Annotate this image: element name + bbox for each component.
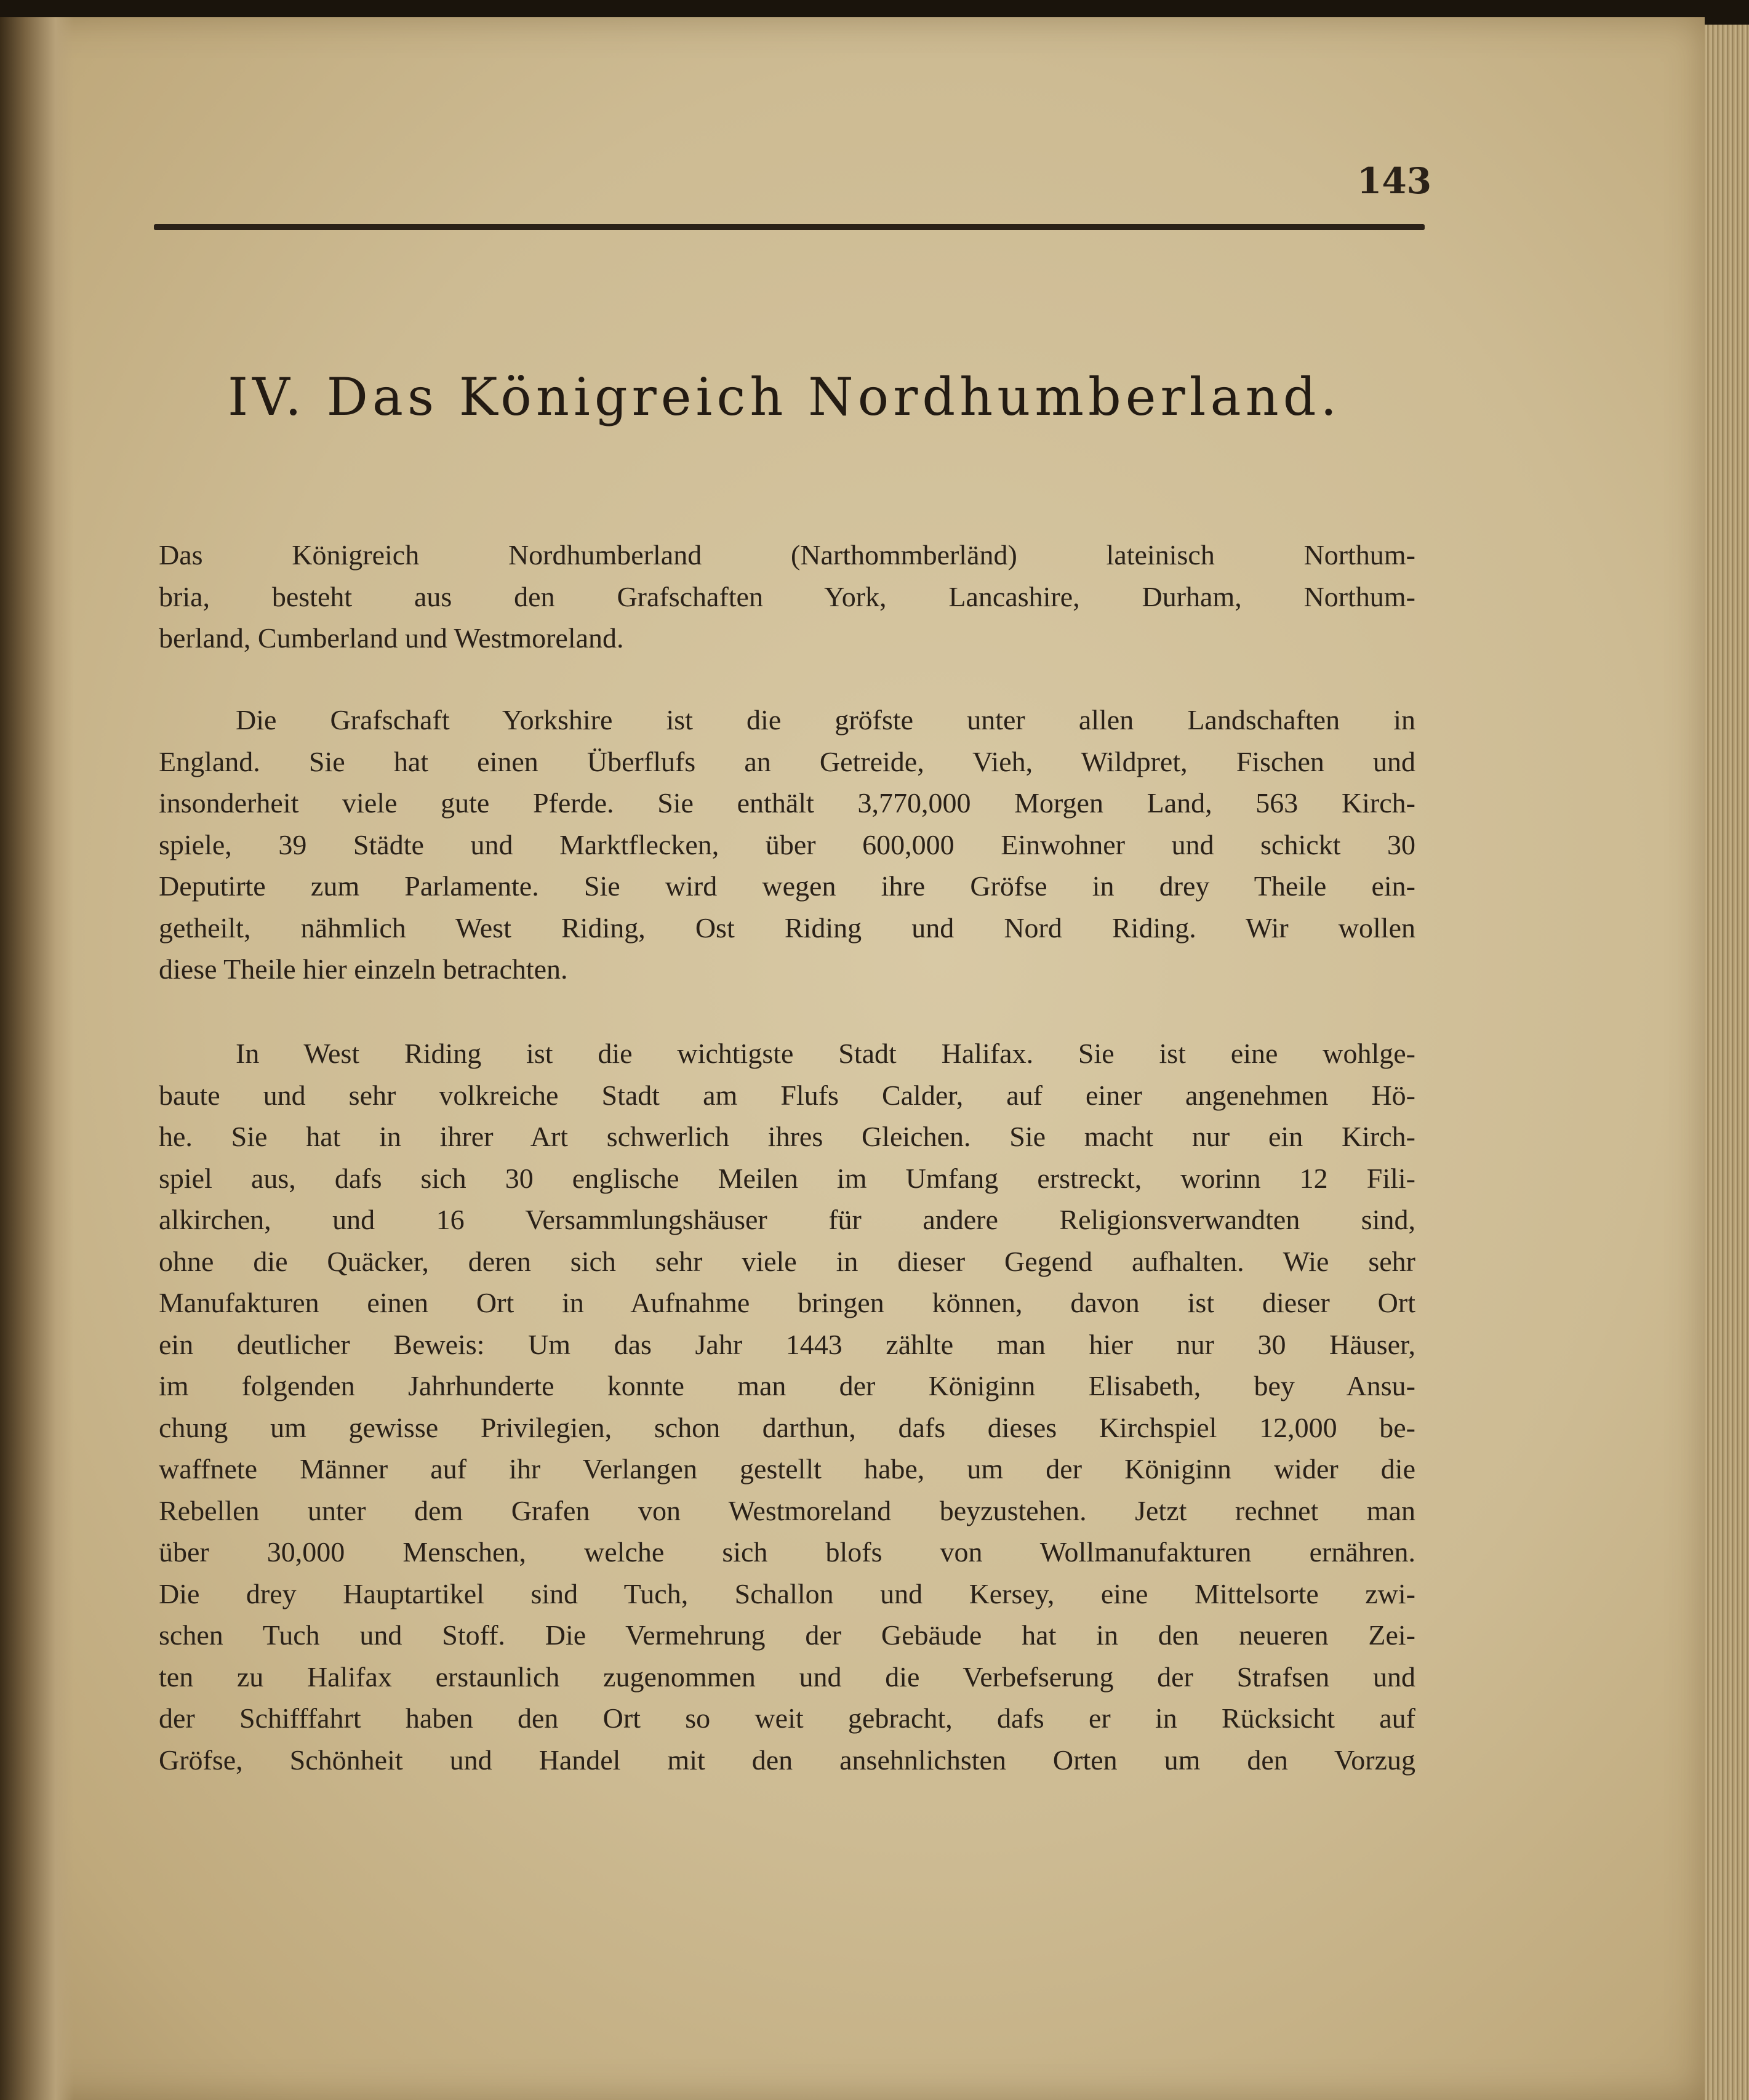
book-page	[0, 17, 1705, 2100]
text-line: ten zu Halifax erstaunlich zugenommen und die Verbefserung der Strafsen und	[159, 1661, 1415, 1693]
text-line: In West Riding ist die wichtigste Stadt Halifax. Sie ist eine wohlge-	[236, 1038, 1415, 1069]
text-line: der Schifffahrt haben den Ort so weit gebracht, dafs er in Rücksicht auf	[159, 1702, 1415, 1734]
text-line: he. Sie hat in ihrer Art schwerlich ihres Gleichen. Sie macht nur ein Kirch-	[159, 1121, 1415, 1152]
paragraph-3	[159, 1033, 1415, 1781]
text-line: diese Theile hier einzeln betrachten.	[159, 953, 568, 985]
text-line: spiele, 39 Städte und Marktflecken, über 600,000 Einwohner und schickt 30	[159, 828, 1415, 860]
text-line: Die Grafschaft Yorkshire ist die gröfste unter allen Landschaften in	[236, 704, 1415, 735]
text-line: berland, Cumberland und Westmoreland.	[159, 622, 624, 654]
page-gutter-shadow	[0, 17, 74, 2100]
page-number: 143	[1357, 160, 1432, 202]
text-line: waffnete Männer auf ihr Verlangen gestellt habe, um der Königinn wider die	[159, 1453, 1415, 1485]
header-rule	[154, 224, 1425, 230]
text-line: England. Sie hat einen Überflufs an Getreide, Vieh, Wildpret, Fischen und	[159, 745, 1415, 777]
paragraph-2	[159, 699, 1415, 990]
text-line: spiel aus, dafs sich 30 englische Meilen im Umfang erstreckt, worinn 12 Fili-	[159, 1162, 1415, 1194]
text-line: getheilt, nähmlich West Riding, Ost Riding und Nord Riding. Wir wollen	[159, 912, 1415, 944]
text-line: bria, besteht aus den Grafschaften York, Lancashire, Durham, Northum-	[159, 580, 1415, 612]
text-line: Manufakturen einen Ort in Aufnahme bringen können, davon ist dieser Ort	[159, 1287, 1415, 1318]
text-line: insonderheit viele gute Pferde. Sie enthält 3,770,000 Morgen Land, 563 Kirch-	[159, 787, 1415, 819]
text-line: ein deutlicher Beweis: Um das Jahr 1443 zählte man hier nur 30 Häuser,	[159, 1328, 1415, 1360]
text-line: ohne die Quäcker, deren sich sehr viele in dieser Gegend aufhalten. Wie sehr	[159, 1245, 1415, 1277]
text-line: Rebellen unter dem Grafen von Westmoreland beyzustehen. Jetzt rechnet man	[159, 1494, 1415, 1526]
text-line: chung um gewisse Privilegien, schon darthun, dafs dieses Kirchspiel 12,000 be-	[159, 1411, 1415, 1443]
text-line: Das Königreich Nordhumberland (Narthommberländ) lateinisch Northum-	[159, 539, 1415, 571]
text-line: über 30,000 Menschen, welche sich blofs von Wollmanufakturen ernähren.	[159, 1536, 1415, 1568]
text-line: Die drey Hauptartikel sind Tuch, Schallon und Kersey, eine Mittelsorte zwi-	[159, 1577, 1415, 1609]
paragraph-1	[159, 534, 1415, 659]
text-line: schen Tuch und Stoff. Die Vermehrung der Gebäude hat in den neueren Zei-	[159, 1619, 1415, 1651]
text-line: Gröfse, Schönheit und Handel mit den ansehnlichsten Orten um den Vorzug	[159, 1744, 1415, 1776]
text-line: baute und sehr volkreiche Stadt am Flufs Calder, auf einer angenehmen Hö-	[159, 1079, 1415, 1111]
page-fore-edge	[1705, 25, 1749, 2100]
text-line: Deputirte zum Parlamente. Sie wird wegen ihre Gröfse in drey Theile ein-	[159, 870, 1415, 902]
text-line: alkirchen, und 16 Versammlungshäuser für andere Religionsverwandten sind,	[159, 1204, 1415, 1235]
chapter-title: IV. Das Königreich Nordhumberland.	[228, 367, 1342, 427]
text-line: im folgenden Jahrhunderte konnte man der Königinn Elisabeth, bey Ansu-	[159, 1370, 1415, 1401]
